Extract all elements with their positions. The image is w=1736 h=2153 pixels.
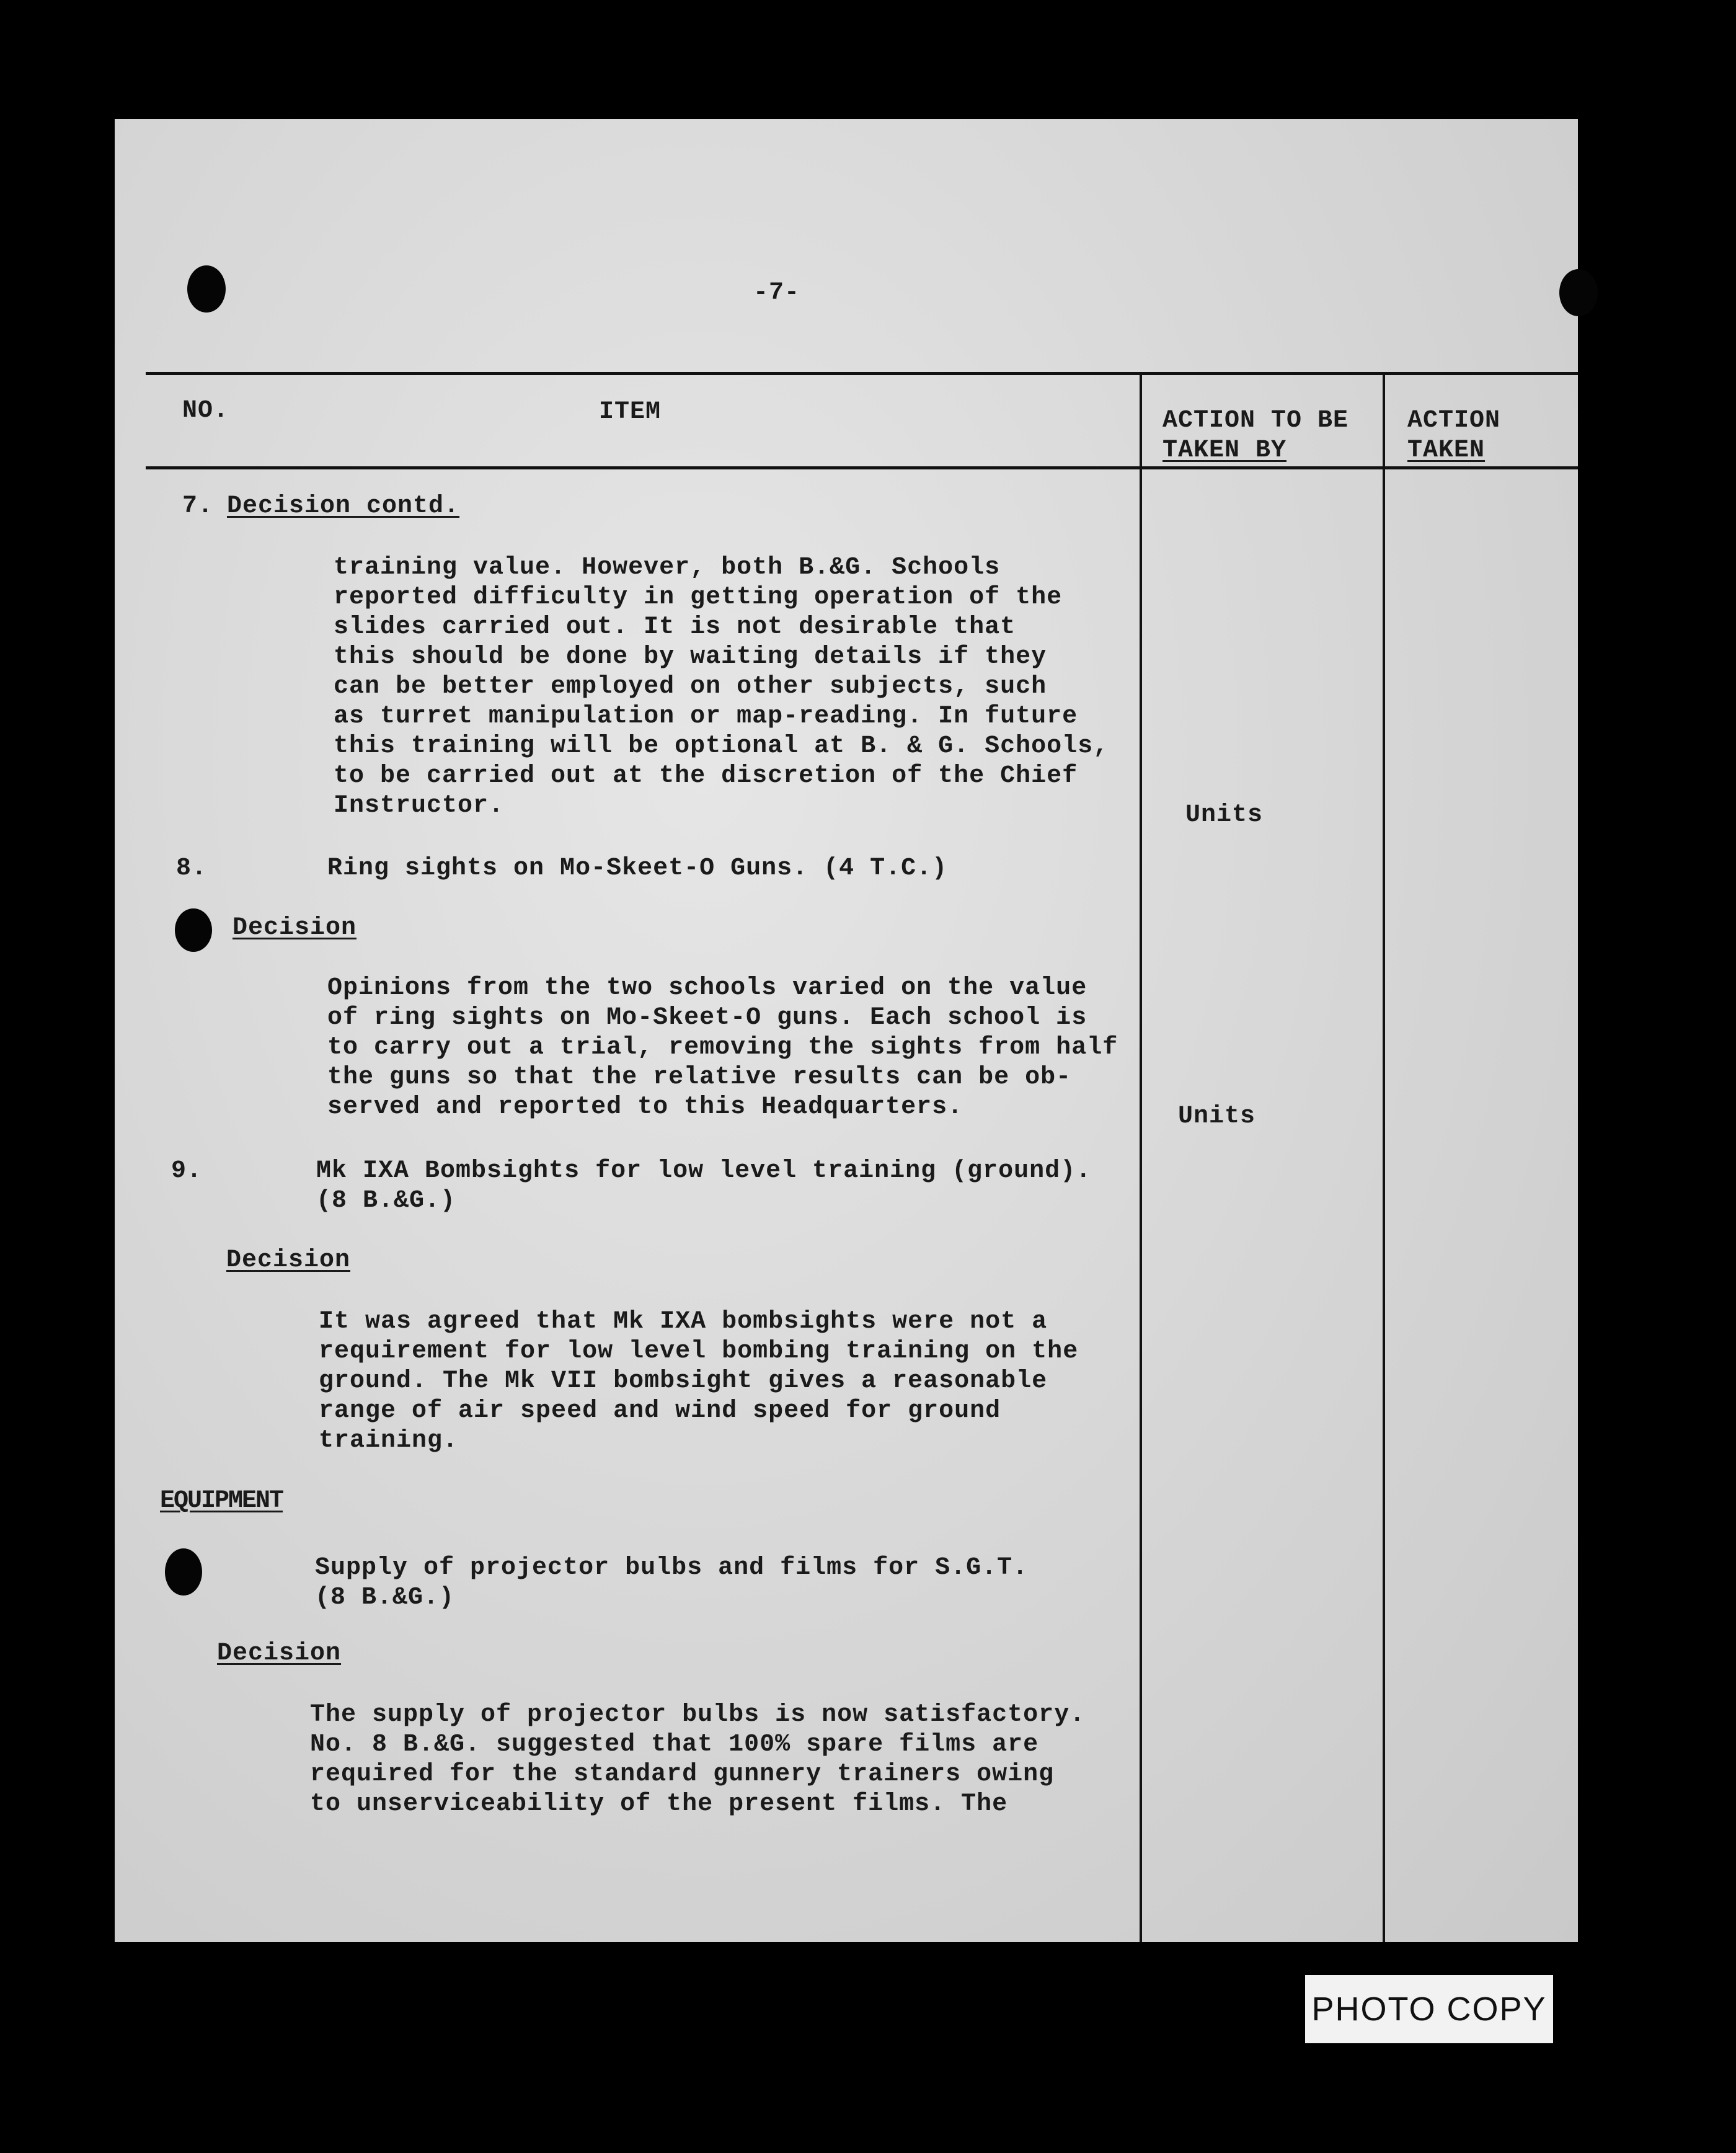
column-divider-2: [1383, 372, 1385, 1942]
equipment-heading: EQUIPMENT: [160, 1487, 283, 1515]
item8-line: Opinions from the two schools varied on the value: [327, 974, 1087, 1002]
item7-action-by: Units: [1185, 801, 1264, 829]
item8-line: served and reported to this Headquarters.: [327, 1093, 963, 1121]
item7-line: reported difficulty in getting operation of the: [334, 584, 1063, 611]
item7-line: slides carried out. It is not desirable that: [334, 613, 1016, 641]
item7-line: this should be done by waiting details if they: [334, 643, 1047, 671]
item9-line: requirement for low level bombing training on the: [319, 1338, 1079, 1365]
punch-hole-left: [187, 265, 226, 313]
punch-hole-item8: [175, 908, 212, 952]
item10-line: required for the standard gunnery trainers owing: [310, 1760, 1055, 1788]
item10-decision-label: Decision: [217, 1640, 342, 1667]
header-action-by-line2: TAKEN BY: [1162, 437, 1287, 464]
header-bottom-rule: [146, 466, 1578, 469]
punch-hole-item10: [165, 1548, 202, 1596]
photo-copy-stamp: PHOTO COPY: [1305, 1975, 1553, 2043]
item7-text: [334, 553, 1109, 821]
item8-line: the guns so that the relative results can be ob-: [327, 1063, 1072, 1091]
header-action-taken-line1: ACTION: [1407, 407, 1501, 435]
item9-decision-label: Decision: [226, 1246, 351, 1274]
item7-line: to be carried out at the discretion of the Chief: [334, 762, 1078, 790]
table-top-rule: [146, 372, 1578, 375]
item7-line: training value. However, both B.&G. Schools: [334, 554, 1001, 582]
item9-line: ground. The Mk VII bombsight gives a reasonable: [319, 1367, 1048, 1395]
item9-line: It was agreed that Mk IXA bombsights were not a: [319, 1308, 1048, 1336]
item10-title-line1: Supply of projector bulbs and films for S.G.T.: [315, 1554, 1029, 1582]
item10-line: to unserviceability of the present films. The: [310, 1790, 1008, 1818]
item9-title-line2: (8 B.&G.): [316, 1187, 456, 1215]
item8-action-by: Units: [1178, 1103, 1256, 1130]
item8-number: 8.: [176, 855, 208, 882]
column-divider-1: [1140, 372, 1142, 1942]
item8-title: Ring sights on Mo-Skeet-O Guns. (4 T.C.): [327, 855, 948, 882]
item8-text: [327, 974, 1118, 1122]
item7-heading: Decision contd.: [227, 492, 460, 520]
item7-line: this training will be optional at B. & G. Schools,: [334, 732, 1109, 760]
item9-text: [319, 1307, 1078, 1456]
item7-number: 7.: [182, 492, 214, 520]
item8-decision-label: Decision: [232, 914, 357, 942]
punch-hole-right: [1559, 269, 1598, 316]
item8-line: to carry out a trial, removing the sights from half: [327, 1034, 1118, 1062]
item7-line: Instructor.: [334, 792, 505, 820]
item10-text: [310, 1700, 1085, 1819]
header-action-taken-line2: TAKEN: [1407, 437, 1486, 464]
item10-line: No. 8 B.&G. suggested that 100% spare films are: [310, 1731, 1039, 1759]
item10-title-line2: (8 B.&G.): [315, 1584, 455, 1612]
page-number: -7-: [753, 279, 800, 307]
item7-line: as turret manipulation or map-reading. In future: [334, 703, 1078, 730]
item9-number: 9.: [171, 1157, 203, 1185]
item8-line: of ring sights on Mo-Skeet-O guns. Each school is: [327, 1004, 1087, 1032]
item7-line: can be better employed on other subjects, such: [334, 673, 1047, 701]
header-item: ITEM: [599, 398, 662, 426]
item9-title-line1: Mk IXA Bombsights for low level training (ground).: [316, 1157, 1092, 1185]
item9-line: training.: [319, 1427, 459, 1455]
header-no: NO.: [182, 397, 229, 425]
header-action-by-line1: ACTION TO BE: [1162, 407, 1349, 435]
item10-line: The supply of projector bulbs is now satisfactory.: [310, 1701, 1086, 1729]
item9-line: range of air speed and wind speed for ground: [319, 1397, 1001, 1425]
